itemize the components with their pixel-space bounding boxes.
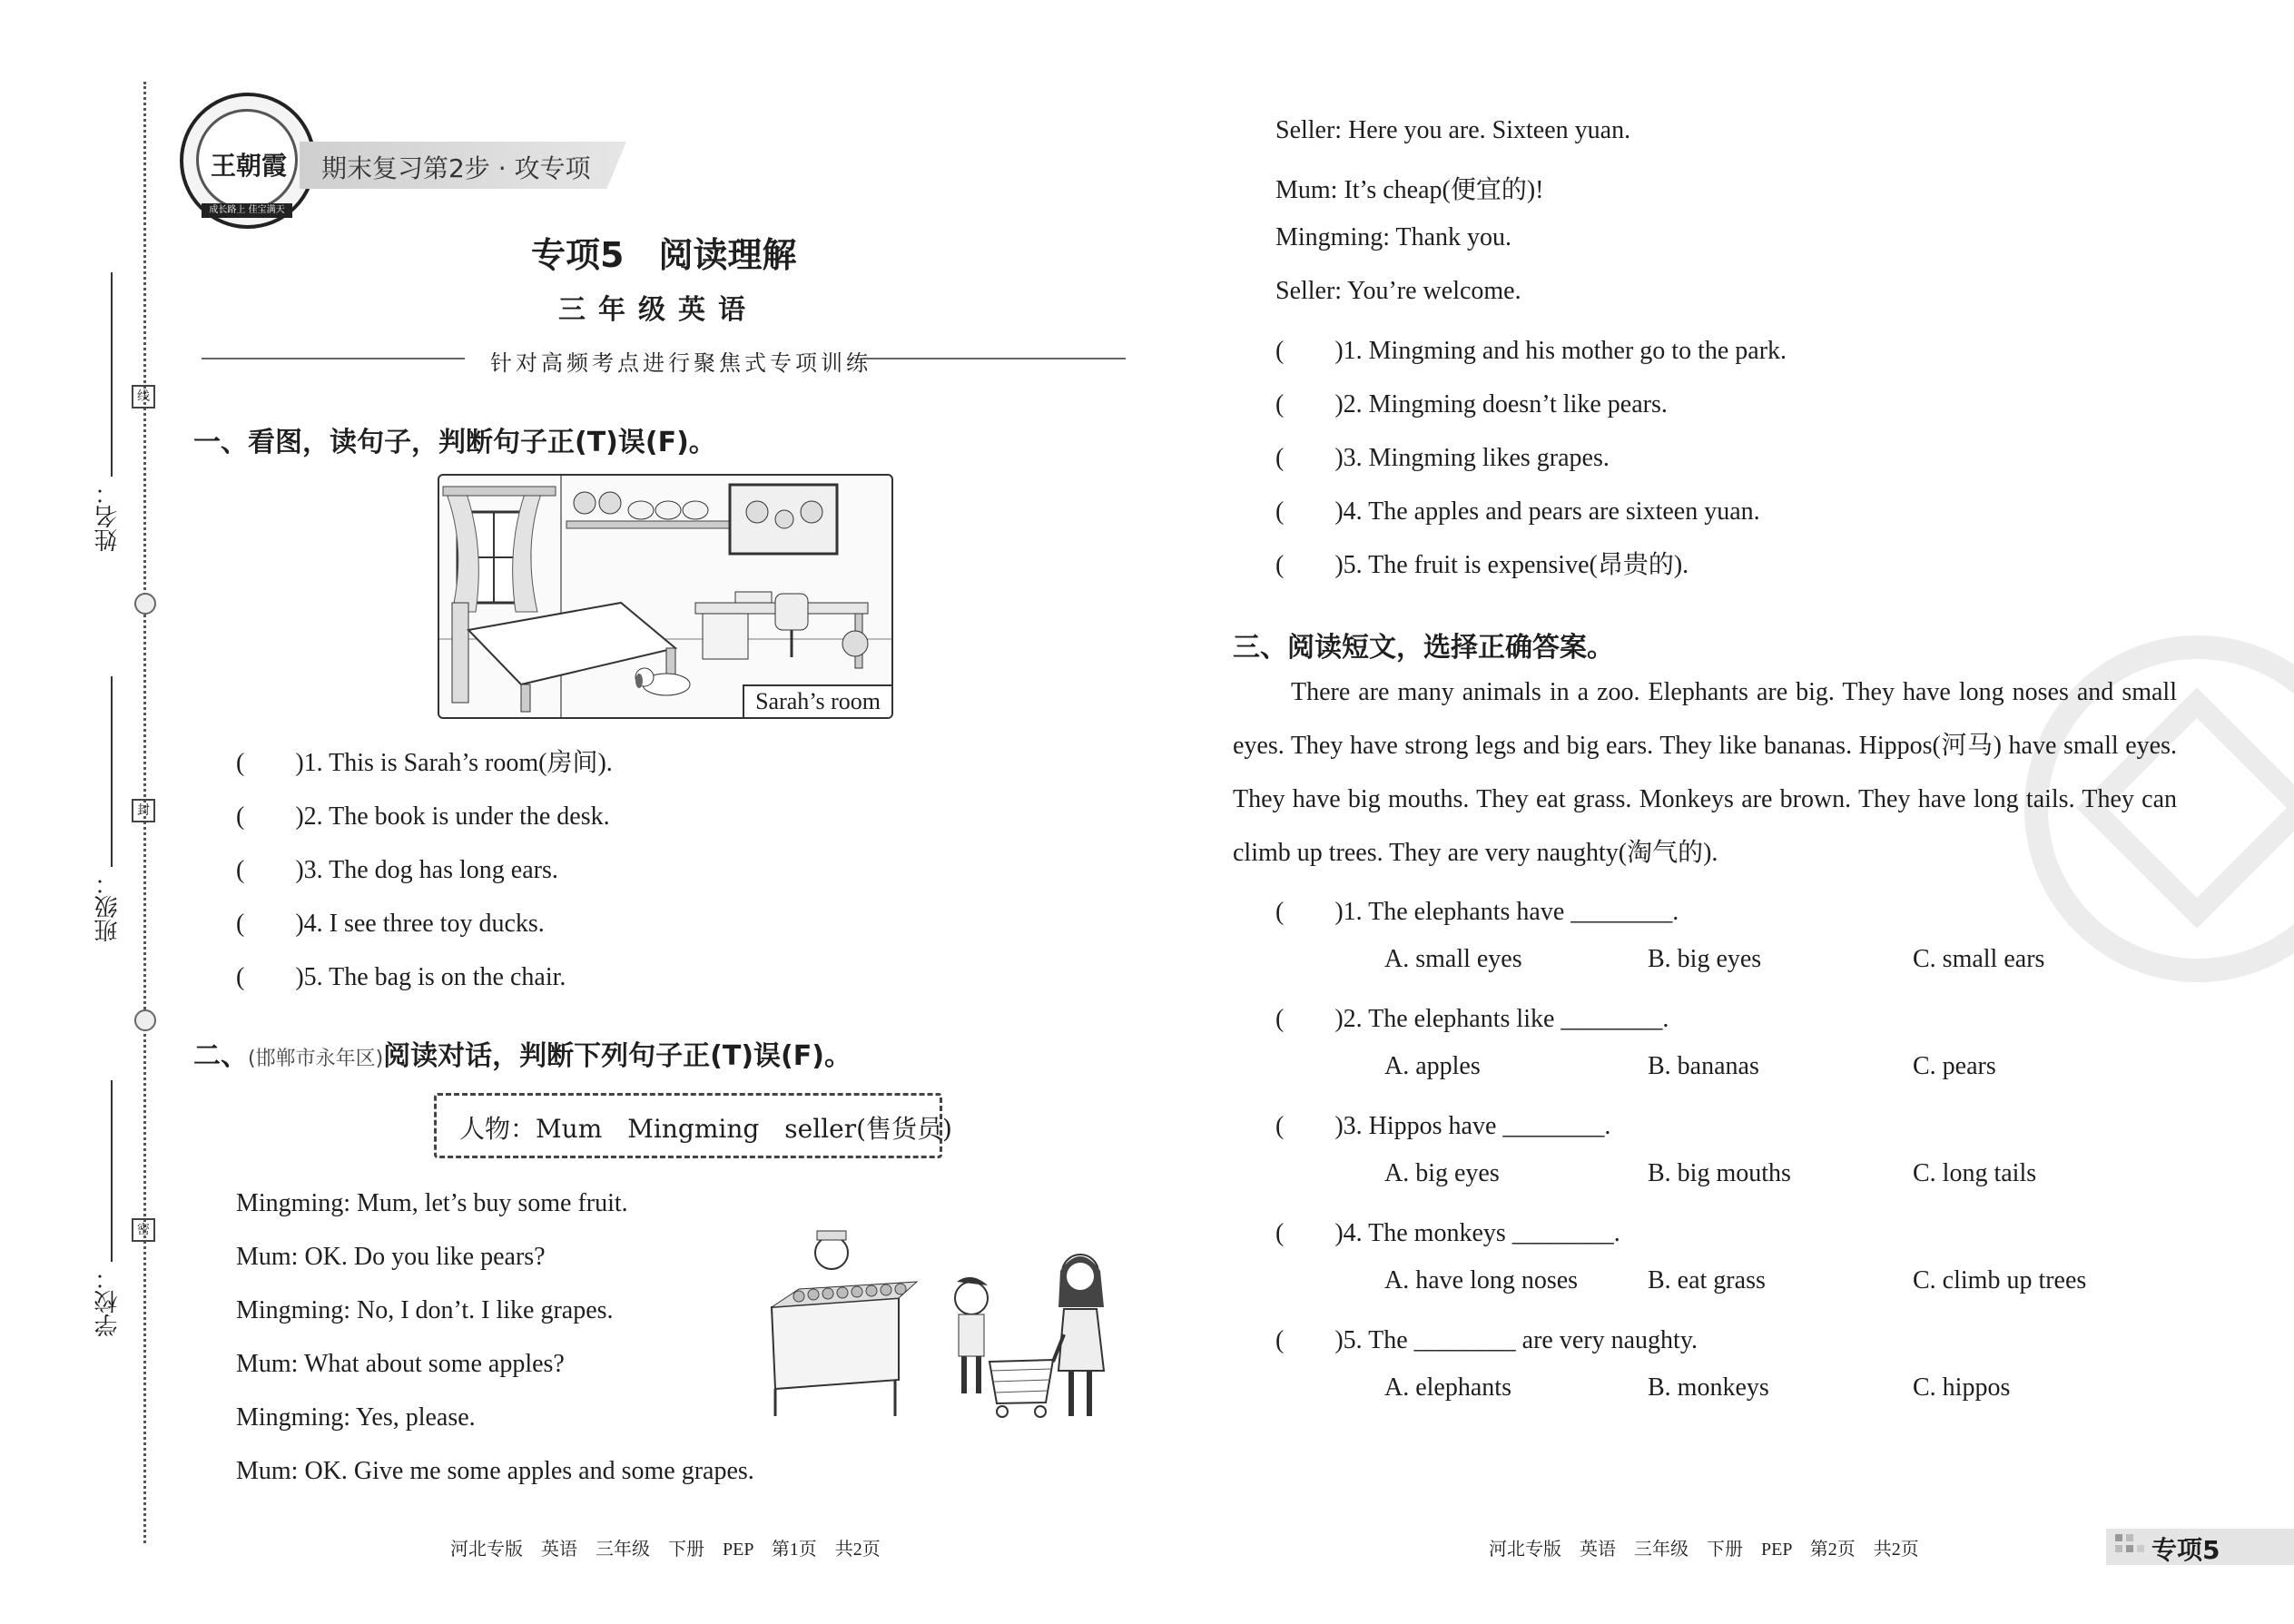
page-title: 专项5 阅读理解 <box>531 235 797 275</box>
section-2-region: (邯郸市永年区) <box>248 1048 384 1070</box>
dialogue-line: Seller: You’re welcome. <box>1275 277 1521 305</box>
s3-q1-option-b: B. big eyes <box>1648 945 1762 973</box>
binding-hole-icon <box>134 593 156 615</box>
s3-q5-option-b: B. monkeys <box>1648 1373 1769 1402</box>
section-2-heading <box>193 1033 852 1073</box>
s3-q2-option-b: B. bananas <box>1648 1052 1759 1080</box>
dialogue-line: Mum: OK. Do you like pears? <box>236 1243 546 1271</box>
seal-mark-line: 线 <box>132 385 155 408</box>
s3-q3-option-a: A. big eyes <box>1384 1159 1500 1187</box>
section-2-instructions: 阅读对话，判断下列句子正(T)误(F)。 <box>383 1040 852 1072</box>
dialogue-line: Mum: It’s cheap(便宜的)! <box>1275 176 1544 204</box>
picture-caption: Sarah’s room <box>743 684 891 717</box>
s3-q1-option-a: A. small eyes <box>1384 945 1522 973</box>
fruit-shop-illustration <box>763 1225 1126 1434</box>
dialogue-line: Mingming: No, I don’t. I like grapes. <box>236 1296 614 1324</box>
s1-item-3: ( )3. The dog has long ears. <box>236 856 558 884</box>
s3-question-4: ( )4. The monkeys ________. <box>1275 1219 1620 1247</box>
dialogue-line: Mingming: Mum, let’s buy some fruit. <box>236 1189 628 1217</box>
s3-q4-option-c: C. climb up trees <box>1913 1266 2087 1294</box>
s3-q5-option-c: C. hippos <box>1913 1373 2011 1402</box>
divider <box>202 358 465 359</box>
page-subtitle: 三年级英语 <box>558 294 758 326</box>
s3-question-3: ( )3. Hippos have ________. <box>1275 1112 1611 1140</box>
s2-item-2: ( )2. Mingming doesn’t like pears. <box>1275 390 1668 418</box>
s1-item-1: ( )1. This is Sarah’s room(房间). <box>236 749 613 777</box>
s2-item-3: ( )3. Mingming likes grapes. <box>1275 444 1610 472</box>
s2-item-4: ( )4. The apples and pears are sixteen yuan. <box>1275 497 1760 526</box>
logo-text: 王朝霞 <box>210 151 287 181</box>
dialogue-line: Mum: What about some apples? <box>236 1350 565 1378</box>
s1-item-2: ( )2. The book is under the desk. <box>236 802 610 831</box>
school-label: 学校： <box>94 1266 122 1337</box>
class-label: 班级： <box>94 871 122 942</box>
reading-passage: There are many animals in a zoo. Elephants are big. They have long noses and small eyes. They have strong legs and big ears. They like bananas. Hippos(河马) have small eyes. They have big mouths. They eat grass. Monkeys are brown. They have long tails. They can climb up trees. They are very naughty(淘气的). <box>1233 678 2177 867</box>
divider <box>862 358 1126 359</box>
s3-q4-option-a: A. have long noses <box>1384 1266 1579 1294</box>
s3-q5-option-a: A. elephants <box>1384 1373 1511 1402</box>
s3-q4-option-b: B. eat grass <box>1648 1266 1766 1294</box>
dialogue-line: Mingming: Yes, please. <box>236 1403 476 1432</box>
logo-ribbon: 成长路上 佳宝满天 <box>202 203 292 218</box>
s3-q3-option-c: C. long tails <box>1913 1159 2037 1187</box>
seal-mark-seal: 封 <box>132 799 155 822</box>
s1-item-5: ( )5. The bag is on the chair. <box>236 963 566 991</box>
dialogue-line: Seller: Here you are. Sixteen yuan. <box>1275 116 1631 144</box>
dialogue-line: Mingming: Thank you. <box>1275 223 1512 251</box>
grid-icon <box>2115 1534 2146 1561</box>
footer-right: 河北专版 英语 三年级 下册 PEP 第2页 共2页 <box>1489 1540 1919 1560</box>
page-tab-label: 专项5 <box>2151 1535 2220 1565</box>
dialogue-line: Mum: OK. Give me some apples and some grapes. <box>236 1457 754 1485</box>
s3-question-2: ( )2. The elephants like ________. <box>1275 1005 1669 1033</box>
footer-left: 河北专版 英语 三年级 下册 PEP 第1页 共2页 <box>450 1540 881 1560</box>
binding-hole-icon <box>134 1009 156 1031</box>
seal-mark-secret: 密 <box>132 1218 155 1242</box>
section-3-heading: 三、阅读短文，选择正确答案。 <box>1233 632 1614 664</box>
room-illustration <box>439 476 891 717</box>
roles-text: 人物：Mum Mingming seller(售货员) <box>459 1114 952 1144</box>
section-1-heading: 一、看图，读句子，判断句子正(T)误(F)。 <box>193 427 716 458</box>
s1-item-4: ( )4. I see three toy ducks. <box>236 910 545 938</box>
class-blank <box>111 676 113 867</box>
name-blank <box>111 272 113 477</box>
s3-q2-option-c: C. pears <box>1913 1052 1996 1080</box>
s2-item-1: ( )1. Mingming and his mother go to the park. <box>1275 337 1787 365</box>
tagline: 针对高频考点进行聚焦式专项训练 <box>490 350 871 376</box>
banner-text: 期末复习第2步 · 攻专项 <box>321 153 591 183</box>
sarahs-room-picture <box>438 474 893 719</box>
s3-q2-option-a: A. apples <box>1384 1052 1481 1080</box>
school-blank <box>111 1080 113 1262</box>
s3-q1-option-c: C. small ears <box>1913 945 2045 973</box>
s3-q3-option-b: B. big mouths <box>1648 1159 1791 1187</box>
s3-question-1: ( )1. The elephants have ________. <box>1275 898 1679 926</box>
s2-item-5: ( )5. The fruit is expensive(昂贵的). <box>1275 551 1689 579</box>
s3-question-5: ( )5. The ________ are very naughty. <box>1275 1326 1698 1354</box>
name-label: 姓名： <box>94 481 122 552</box>
section-2-prefix: 二、 <box>193 1040 248 1072</box>
